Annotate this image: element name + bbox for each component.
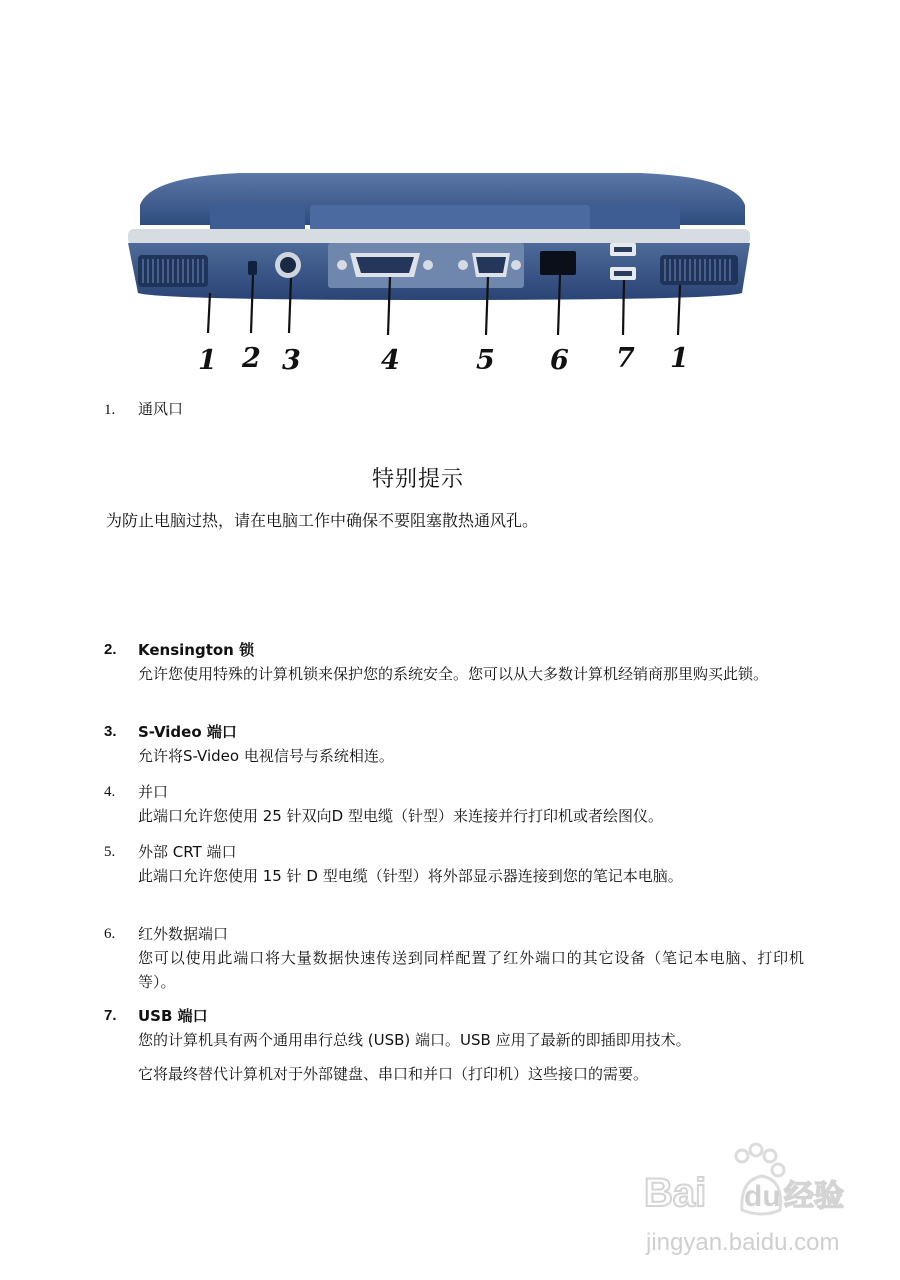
item-title: USB 端口 (138, 1007, 208, 1025)
infrared-window (540, 251, 576, 275)
item-number: 4. (104, 784, 116, 800)
callout-7: 7 (616, 343, 635, 374)
item-crt-port (104, 840, 804, 888)
vent-right (660, 255, 738, 285)
item-title: S-Video 端口 (138, 723, 237, 741)
item-description-extra: 它将最终替代计算机对于外部键盘、串口和并口（打印机）这些接口的需要。 (138, 1065, 649, 1083)
callout-4: 4 (381, 345, 400, 376)
item-description: 此端口允许您使用 25 针双向D 型电缆（针型）来连接并行打印机或者绘图仪。 (138, 807, 663, 825)
hinge-center (310, 205, 590, 231)
item-s-video-port (104, 720, 804, 768)
baidu-jingyan-watermark (638, 1140, 858, 1270)
item-title: 通风口 (138, 400, 184, 418)
baidu-logo (638, 1140, 858, 1270)
kensington-slot (248, 261, 257, 275)
item-description: 您可以使用此端口将大量数据快速传送到同样配置了红外端口的其它设备（笔记本电脑、打印机等）。 (138, 949, 804, 991)
baidu-logo-text-mid: du (744, 1180, 781, 1213)
item-number: 5. (104, 844, 116, 860)
item-number: 7. (104, 1007, 117, 1024)
callout-3: 3 (282, 345, 301, 376)
leader-7 (623, 280, 624, 335)
notice-body: 为防止电脑过热，请在电脑工作中确保不要阻塞散热通风孔。 (106, 511, 539, 530)
baidu-logo-text-cn: 经验 (784, 1179, 844, 1214)
item-description: 此端口允许您使用 15 针 D 型电缆（针型）将外部显示器连接到您的笔记本电脑。 (138, 867, 683, 885)
item-number: 3. (104, 723, 117, 740)
item-title: 红外数据端口 (138, 925, 229, 943)
leader-1-left (208, 293, 210, 333)
callout-6: 6 (550, 345, 569, 376)
callout-5: 5 (476, 345, 495, 376)
item-description: 允许将S-Video 电视信号与系统相连。 (138, 747, 394, 765)
callout-2: 2 (242, 343, 261, 374)
item-usb-port (104, 1004, 804, 1086)
laptop-rear-illustration (120, 165, 760, 380)
baidu-url: jingyan.baidu.com (646, 1229, 840, 1256)
item-number: 6. (104, 926, 116, 942)
laptop-rear-figure (120, 165, 760, 380)
notice-title: 特别提示 (371, 467, 464, 492)
baidu-logo-text-left: Bai (644, 1171, 707, 1215)
silver-band (128, 229, 750, 245)
callout-1-left: 1 (198, 345, 217, 376)
item-parallel-port (104, 780, 804, 828)
item-title: Kensington 锁 (138, 641, 255, 659)
item-title: 并口 (138, 783, 169, 801)
item-kensington-lock (104, 638, 804, 686)
item-number: 2. (104, 641, 117, 658)
item-number: 1. (104, 402, 116, 418)
item-description: 允许您使用特殊的计算机锁来保护您的系统安全。您可以从大多数计算机经销商那里购买此锁。 (138, 665, 769, 683)
item-title: 外部 CRT 端口 (138, 843, 237, 861)
vent-left (138, 255, 208, 287)
item-vent (104, 398, 183, 419)
callout-1-right: 1 (670, 343, 689, 374)
item-description: 您的计算机具有两个通用串行总线 (USB) 端口。USB 应用了最新的即插即用技术。 (138, 1031, 691, 1049)
item-infrared-port (104, 922, 804, 994)
